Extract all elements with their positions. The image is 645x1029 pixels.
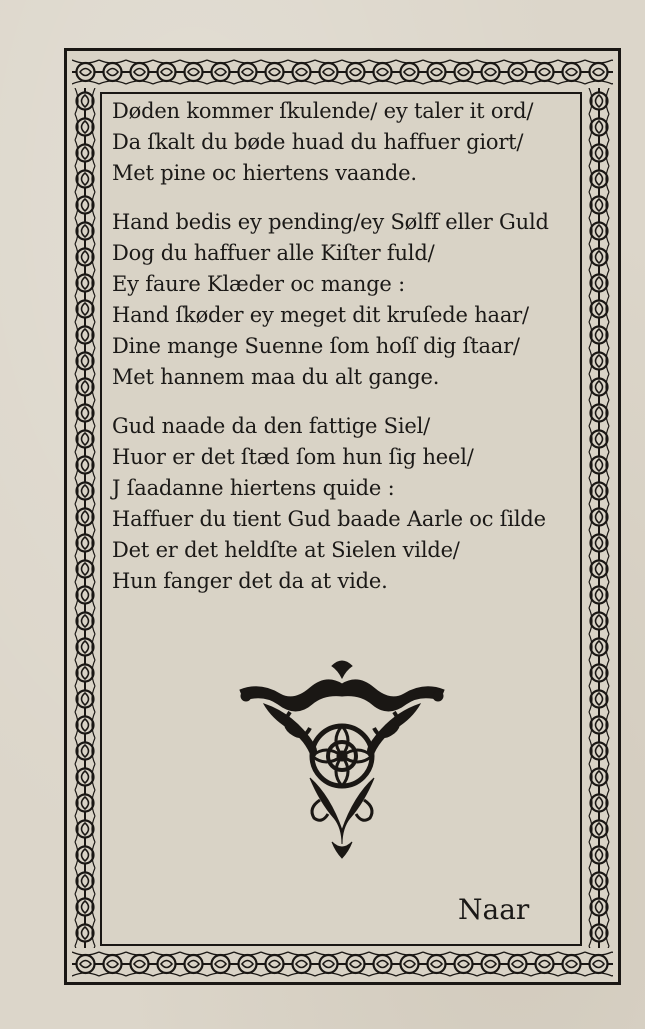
verse-line: Hand ſkøder ey meget dit kruſede haar/	[112, 303, 529, 327]
border-top-icon	[72, 56, 613, 88]
verse-line: Gud naade da den fattige Siel/	[112, 414, 430, 438]
border-left-icon	[72, 88, 98, 948]
verse-line: Huor er det ſtæd ſom hun ſig heel/	[112, 445, 474, 469]
stanza-2	[112, 207, 582, 393]
verse-line: Døden kommer ſkulende/ ey taler it ord/	[112, 99, 534, 123]
stanza-1	[112, 96, 582, 189]
verse-text	[112, 96, 582, 615]
verse-line: J ſaadanne hiertens quide :	[112, 476, 395, 500]
stanza-3	[112, 411, 582, 597]
verse-line: Dine mange Suenne ſom hoſſ dig ſtaar/	[112, 334, 520, 358]
fleuron-ornament-icon	[236, 660, 448, 860]
verse-line: Hand bedis ey pending/ey Sølff eller Guld	[112, 210, 549, 234]
verse-line: Det er det heldſte at Sielen vilde/	[112, 538, 460, 562]
catchword: Naar	[458, 893, 530, 926]
verse-line: Hun fanger det da at vide.	[112, 569, 388, 593]
verse-line: Da ſkalt du bøde huad du haffuer giort/	[112, 130, 524, 154]
verse-line: Met hannem maa du alt gange.	[112, 365, 440, 389]
verse-line: Ey faure Klæder oc mange :	[112, 272, 406, 296]
verse-line: Dog du haffuer alle Kiſter fuld/	[112, 241, 435, 265]
verse-line: Haffuer du tient Gud baade Aarle oc ſilde	[112, 507, 546, 531]
border-bottom-icon	[72, 948, 613, 980]
border-right-icon	[586, 88, 613, 948]
verse-line: Met pine oc hiertens vaande.	[112, 161, 417, 185]
